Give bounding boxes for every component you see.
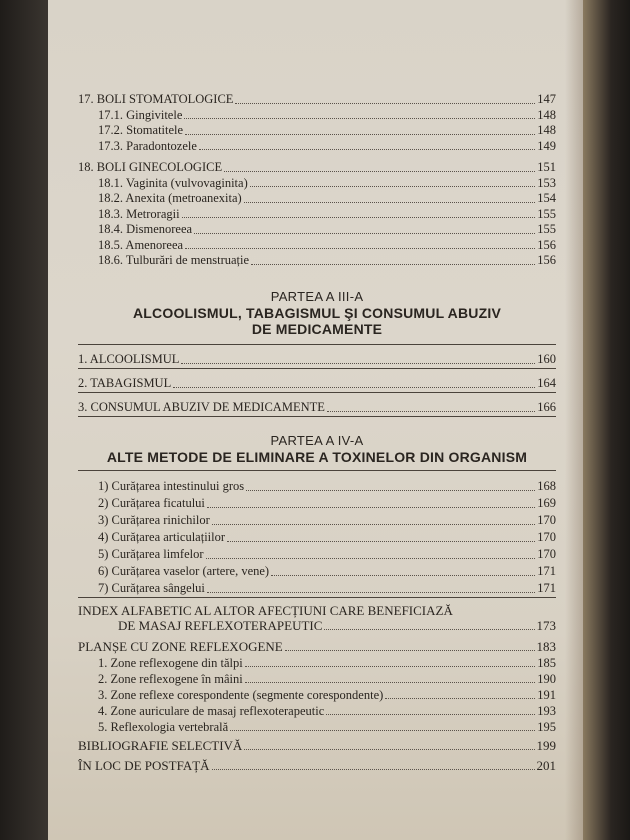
leader-dots xyxy=(227,541,535,542)
toc-entry-label: 4) Curățarea articulațiilor xyxy=(98,529,226,544)
toc-page-number: 193 xyxy=(537,703,556,718)
toc-entry-label: 2) Curățarea ficatului xyxy=(98,495,205,510)
toc-entry-label: PLANȘE CU ZONE REFLEXOGENE xyxy=(78,638,283,654)
toc-entry-section-17 xyxy=(78,92,556,108)
toc-entry-label: DE MASAJ REFLEXOTERAPEUTIC xyxy=(118,617,323,633)
toc-entry xyxy=(78,719,556,735)
toc-entry-label: ÎN LOC DE POSTFAȚĂ xyxy=(78,757,210,773)
toc-page-number: 148 xyxy=(537,123,556,137)
toc-entry-label: 5) Curățarea limfelor xyxy=(98,546,204,561)
toc-entry xyxy=(78,222,556,238)
spacer xyxy=(78,337,556,344)
toc-entry xyxy=(78,512,556,529)
toc-page-number: 183 xyxy=(536,638,556,654)
leader-dots xyxy=(184,118,535,119)
toc-entry xyxy=(78,655,556,671)
leader-dots xyxy=(244,202,536,203)
toc-entry-label: 18.3. Metroragii xyxy=(98,206,180,221)
leader-dots xyxy=(271,575,535,576)
toc-entry-label: 5. Reflexologia vertebrală xyxy=(98,719,229,734)
part-label: PARTEA A III-A xyxy=(270,288,364,304)
leader-dots xyxy=(181,363,535,364)
leader-dots xyxy=(385,698,535,699)
toc-entry-label: 17.3. Paradontozele xyxy=(98,138,197,153)
table-of-contents xyxy=(78,92,556,774)
index-title-line: INDEX ALFABETIC AL ALTOR AFECȚIUNI CARE BENEFICIAZĂ xyxy=(78,602,453,618)
toc-entry-label: 7) Curățarea sângelui xyxy=(98,580,205,595)
toc-entry-index xyxy=(78,618,556,634)
part-label: PARTEA A IV-A xyxy=(270,432,364,448)
toc-entry-postfata xyxy=(78,758,556,774)
part-heading: DE MEDICAMENTE xyxy=(251,320,383,337)
toc-entry xyxy=(78,191,556,207)
toc-entry xyxy=(78,207,556,223)
toc-entry xyxy=(78,253,556,269)
toc-entry-label: 17.1. Gingivitele xyxy=(98,107,183,122)
toc-page-number: 191 xyxy=(537,687,556,702)
toc-entry xyxy=(78,238,556,254)
toc-page-number: 171 xyxy=(537,563,556,578)
leader-dots xyxy=(246,490,535,491)
leader-dots xyxy=(245,666,536,667)
toc-entry-bibliografie xyxy=(78,738,556,754)
page-edge-shadow xyxy=(565,0,583,840)
toc-entry-label: 17.2. Stomatitele xyxy=(98,123,184,137)
toc-page-number: 164 xyxy=(537,375,556,390)
toc-entry-section-18 xyxy=(78,160,556,176)
toc-entry-label: 1. Zone reflexogene din tălpi xyxy=(98,655,243,670)
toc-page-number: 185 xyxy=(537,655,556,670)
leader-dots xyxy=(244,749,534,750)
toc-entry-label: 1) Curățarea intestinului gros xyxy=(98,478,245,493)
toc-entry-label: 18.1. Vaginita (vulvovaginita) xyxy=(98,175,248,190)
toc-entry xyxy=(78,703,556,719)
toc-entry xyxy=(78,123,556,139)
toc-page-number: 170 xyxy=(537,529,556,544)
toc-page-number: 195 xyxy=(537,719,556,734)
toc-page-number: 156 xyxy=(537,237,556,252)
leader-dots xyxy=(324,629,534,630)
toc-entry-label: 18.2. Anexita (metroanexita) xyxy=(98,191,242,205)
toc-entry xyxy=(78,478,556,495)
toc-page-number: 170 xyxy=(537,546,556,561)
toc-entry xyxy=(78,563,556,580)
toc-page-number: 201 xyxy=(536,757,556,773)
part-heading: ALTE METODE DE ELIMINARE A TOXINELOR DIN ORGANISM xyxy=(106,448,528,465)
spacer xyxy=(78,471,556,478)
toc-page-number: 166 xyxy=(537,399,556,414)
toc-entry xyxy=(78,176,556,192)
toc-entry-planse xyxy=(78,639,556,655)
toc-entry xyxy=(78,495,556,512)
toc-entry-label: 3. Zone reflexe corespondente (segmente corespondente) xyxy=(98,687,384,702)
toc-entry xyxy=(78,351,556,368)
spacer xyxy=(78,269,556,289)
leader-dots xyxy=(235,103,535,104)
leader-dots xyxy=(230,730,535,731)
leader-dots xyxy=(199,149,535,150)
toc-page-number: 149 xyxy=(537,138,556,153)
toc-entry-label: 6) Curățarea vaselor (artere, vene) xyxy=(98,563,270,578)
toc-page-number: 190 xyxy=(537,671,556,686)
toc-entry-label: 18.5. Amenoreea xyxy=(98,237,184,252)
toc-entry-label: 2. TABAGISMUL xyxy=(78,375,172,390)
leader-dots xyxy=(250,186,536,187)
leader-dots xyxy=(224,171,535,172)
toc-page-number: 147 xyxy=(537,92,556,106)
toc-entry-label: 17. BOLI STOMATOLOGICE xyxy=(78,92,234,106)
book-edge-right xyxy=(583,0,630,840)
leader-dots xyxy=(207,507,535,508)
toc-entry xyxy=(78,546,556,563)
toc-entry-label: 18.4. Dismenoreea xyxy=(98,222,193,236)
toc-entry-label: BIBLIOGRAFIE SELECTIVĂ xyxy=(78,737,243,753)
leader-dots xyxy=(173,387,535,388)
leader-dots xyxy=(206,558,536,559)
leader-dots xyxy=(212,524,535,525)
toc-entry xyxy=(78,580,556,597)
toc-entry-label: 3. CONSUMUL ABUZIV DE MEDICAMENTE xyxy=(78,399,325,414)
leader-dots xyxy=(327,411,535,412)
leader-dots xyxy=(185,134,535,135)
book-gutter-left xyxy=(0,0,48,840)
toc-page-number: 155 xyxy=(537,222,556,236)
toc-page-number: 160 xyxy=(537,351,556,366)
toc-entry xyxy=(78,687,556,703)
toc-entry-label: 18.6. Tulburări de menstruație xyxy=(98,253,250,267)
toc-page-number: 153 xyxy=(537,175,556,190)
toc-entry-label: 18. BOLI GINECOLOGICE xyxy=(78,160,223,174)
toc-entry-label: 2. Zone reflexogene în mâini xyxy=(98,671,243,686)
leader-dots xyxy=(285,650,535,651)
book-page xyxy=(48,0,583,840)
toc-entry xyxy=(78,139,556,155)
toc-page-number: 173 xyxy=(536,617,556,633)
toc-page-number: 151 xyxy=(537,160,556,174)
toc-page-number: 199 xyxy=(536,737,556,753)
toc-entry xyxy=(78,671,556,687)
toc-page-number: 169 xyxy=(537,495,556,510)
leader-dots xyxy=(326,714,535,715)
toc-page-number: 156 xyxy=(537,253,556,267)
toc-entry-label: 4. Zone auriculare de masaj reflexoterapeutic xyxy=(98,703,325,718)
spacer xyxy=(78,417,556,433)
toc-page-number: 155 xyxy=(537,206,556,221)
leader-dots xyxy=(182,217,536,218)
part-heading: ALCOOLISMUL, TABAGISMUL ŞI CONSUMUL ABUZIV xyxy=(133,304,501,321)
leader-dots xyxy=(245,682,536,683)
toc-page-number: 154 xyxy=(537,191,556,205)
toc-entry-label: 3) Curățarea rinichilor xyxy=(98,512,210,527)
toc-page-number: 148 xyxy=(537,107,556,122)
toc-page-number: 171 xyxy=(537,580,556,595)
leader-dots xyxy=(207,592,535,593)
toc-entry xyxy=(78,108,556,124)
toc-entry xyxy=(78,399,556,416)
leader-dots xyxy=(185,248,535,249)
toc-page-number: 170 xyxy=(537,512,556,527)
leader-dots xyxy=(251,264,535,265)
leader-dots xyxy=(212,769,535,770)
toc-page-number: 168 xyxy=(537,478,556,493)
toc-entry xyxy=(78,529,556,546)
toc-entry xyxy=(78,375,556,392)
toc-entry-label: 1. ALCOOLISMUL xyxy=(78,351,180,366)
leader-dots xyxy=(194,233,535,234)
